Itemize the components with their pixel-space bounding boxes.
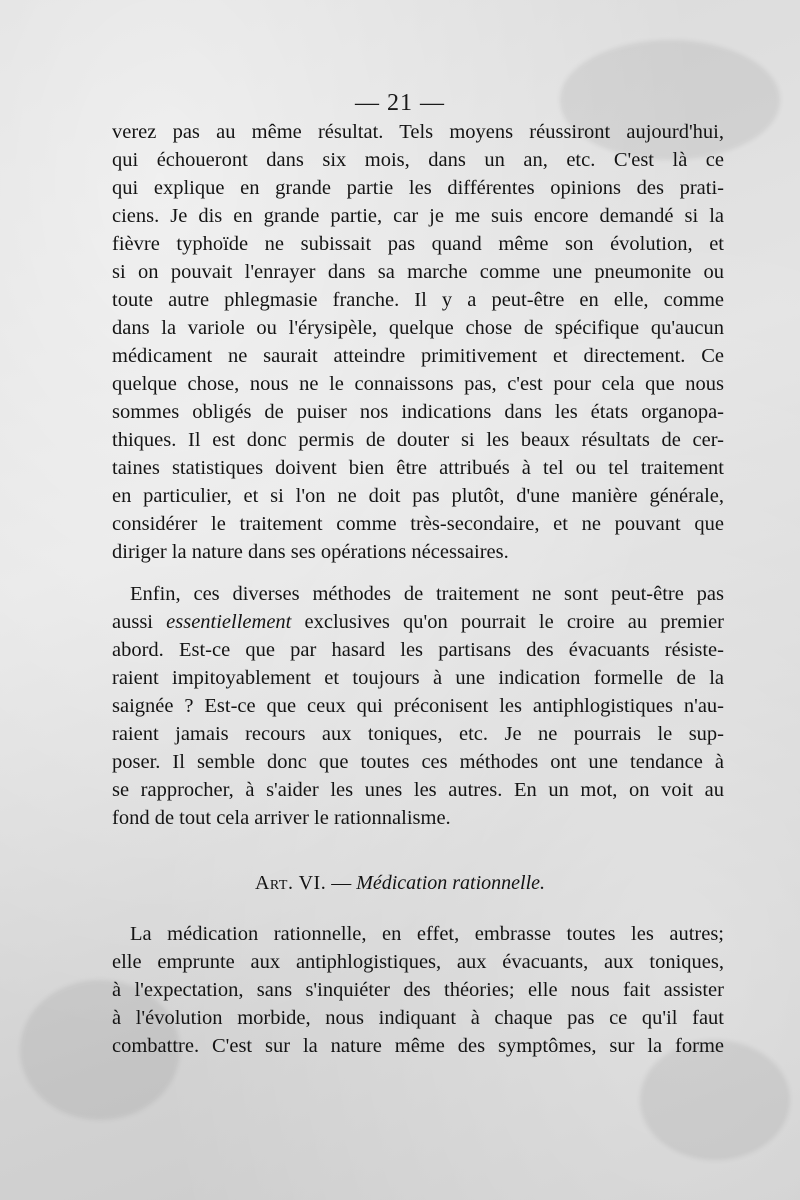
text-line: fond de tout cela arriver le rationnalisme. bbox=[112, 807, 451, 829]
page-number: — 21 — bbox=[355, 90, 445, 116]
text-line: si on pouvait l'enrayer dans sa marche comme une pneumonite ou bbox=[112, 261, 724, 283]
section-heading bbox=[0, 872, 800, 895]
text-fragment: exclusives qu'on pourrait le croire au premier bbox=[291, 611, 724, 633]
text-line: saignée ? Est-ce que ceux qui préconisent les antiphlogistiques n'au- bbox=[112, 695, 724, 717]
paragraph-1 bbox=[112, 118, 724, 566]
text-line: raient impitoyablement et toujours à une indication formelle de la bbox=[112, 667, 724, 689]
text-line: quelque chose, nous ne le connaissons pas, c'est pour cela que nous bbox=[112, 373, 724, 395]
text-line: thiques. Il est donc permis de douter si les beaux résultats de cer- bbox=[112, 429, 724, 451]
text-fragment: aussi bbox=[112, 611, 167, 633]
italic-emphasis: essentiellement bbox=[166, 611, 292, 633]
text-line: à l'évolution morbide, nous indiquant à chaque pas ce qu'il faut bbox=[112, 1007, 724, 1029]
text-line: verez pas au même résultat. Tels moyens réussiront aujourd'hui, bbox=[112, 121, 724, 143]
text-line: sommes obligés de puiser nos indications dans les états organopa- bbox=[112, 401, 724, 423]
text-line: abord. Est-ce que par hasard les partisans des évacuants résiste- bbox=[112, 639, 724, 661]
text-line: en particulier, et si l'on ne doit pas plutôt, d'une manière générale, bbox=[112, 485, 724, 507]
text-line: diriger la nature dans ses opérations nécessaires. bbox=[112, 541, 509, 563]
text-line: médicament ne saurait atteindre primitivement et directement. Ce bbox=[112, 345, 724, 367]
paragraph-3 bbox=[112, 920, 724, 1060]
text-line: taines statistiques doivent bien être attribués à tel ou tel traitement bbox=[112, 457, 724, 479]
text-line: raient jamais recours aux toniques, etc. Je ne pourrais le sup- bbox=[112, 723, 724, 745]
text-line bbox=[112, 608, 724, 636]
text-line: elle emprunte aux antiphlogistiques, aux évacuants, aux toniques, bbox=[112, 951, 724, 973]
text-line: combattre. C'est sur la nature même des symptômes, sur la forme bbox=[112, 1035, 724, 1057]
section-title: Médication rationnelle. bbox=[356, 872, 546, 894]
paragraph-2 bbox=[112, 580, 724, 832]
text-line: considérer le traitement comme très-secondaire, et ne pouvant que bbox=[112, 513, 724, 535]
text-line: fièvre typhoïde ne subissait pas quand même son évolution, et bbox=[112, 233, 724, 255]
heading-dash: — bbox=[326, 872, 357, 894]
text-line: qui explique en grande partie les différentes opinions des prati- bbox=[112, 177, 724, 199]
text-line: qui échoueront dans six mois, dans un an, etc. C'est là ce bbox=[112, 149, 724, 171]
text-line: toute autre phlegmasie franche. Il y a peut-être en elle, comme bbox=[112, 289, 724, 311]
text-line: Enfin, ces diverses méthodes de traitement ne sont peut-être pas bbox=[130, 583, 724, 605]
text-line: poser. Il semble donc que toutes ces méthodes ont une tendance à bbox=[112, 751, 724, 773]
text-line: à l'expectation, sans s'inquiéter des théories; elle nous fait assister bbox=[112, 979, 724, 1001]
article-number: Art. VI. bbox=[254, 872, 327, 894]
text-line: dans la variole ou l'érysipèle, quelque chose de spécifique qu'aucun bbox=[112, 317, 724, 339]
text-line: La médication rationnelle, en effet, embrasse toutes les autres; bbox=[130, 923, 724, 945]
text-line: se rapprocher, à s'aider les unes les autres. En un mot, on voit au bbox=[112, 779, 724, 801]
text-line: ciens. Je dis en grande partie, car je me suis encore demandé si la bbox=[112, 205, 724, 227]
